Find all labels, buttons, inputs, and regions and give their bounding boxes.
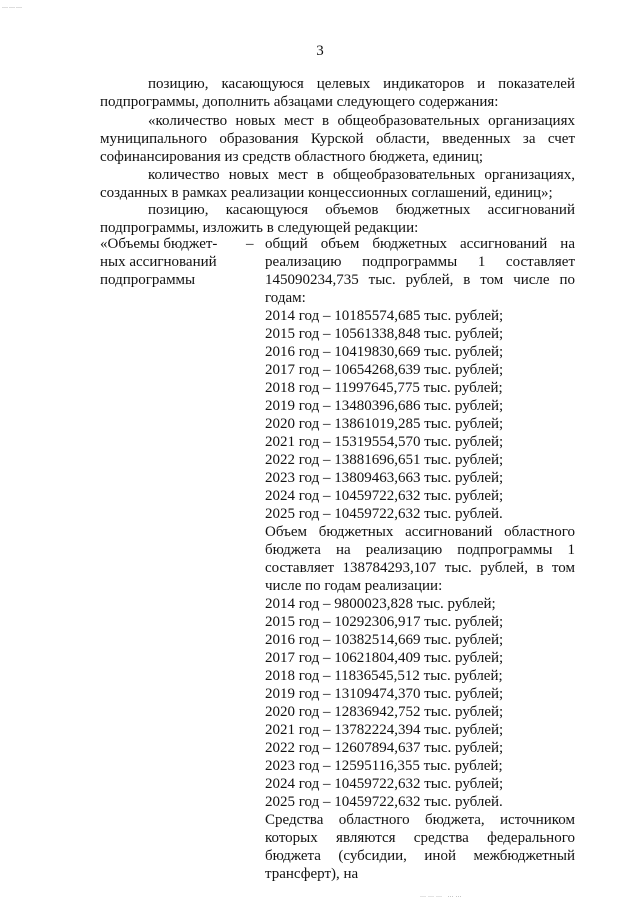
page-number: 3 <box>316 43 324 59</box>
regional-year-row: 2020 год – 12836942,752 тыс. рублей; <box>265 704 504 720</box>
total-year-row: 2020 год – 13861019,285 тыс. рублей; <box>265 416 504 432</box>
regional-year-row: 2016 год – 10382514,669 тыс. рублей; <box>265 632 504 648</box>
table-dash: – <box>246 236 254 252</box>
regional-year-row: 2021 год – 13782224,394 тыс. рублей; <box>265 722 504 738</box>
federal-intro: Средства областного бюджета, источником которых являются средства федерального бюджета (субсидии, иной межбюджетный трансферт), на <box>265 812 575 882</box>
paragraph-new-places-concession: количество новых мест в общеобразовательных организациях, созданных в рамках реализации концессионных соглашений, единиц»; <box>100 167 575 201</box>
regional-year-row: 2014 год – 9800023,828 тыс. рублей; <box>265 596 496 612</box>
total-year-row: 2017 год – 10654268,639 тыс. рублей; <box>265 362 504 378</box>
paragraph-budget-position: позицию, касающуюся объемов бюджетных ассигнований подпрограммы, изложить в следующей редакции: <box>100 202 575 236</box>
regional-year-row: 2022 год – 12607894,637 тыс. рублей; <box>265 740 504 756</box>
regional-year-row: 2017 год – 10621804,409 тыс. рублей; <box>265 650 504 666</box>
regional-year-row: 2015 год – 10292306,917 тыс. рублей; <box>265 614 504 630</box>
paragraph-new-places-municipal: «количество новых мест в общеобразовательных организациях муниципального образования Курской области, введенных за счет софинансирования из средств областного бюджета, единиц; <box>100 113 575 165</box>
left-label-line: ных ассигнований <box>100 254 217 270</box>
total-year-row: 2015 год – 10561338,848 тыс. рублей; <box>265 326 504 342</box>
scan-corner-mark: ……… <box>2 4 23 10</box>
total-year-row: 2014 год – 10185574,685 тыс. рублей; <box>265 308 504 324</box>
total-year-row: 2024 год – 10459722,632 тыс. рублей; <box>265 488 504 504</box>
total-year-row: 2016 год – 10419830,669 тыс. рублей; <box>265 344 504 360</box>
regional-year-row: 2018 год – 11836545,512 тыс. рублей; <box>265 668 503 684</box>
paragraph-indicators: позицию, касающуюся целевых индикаторов и показателей подпрограммы, дополнить абзацами следующего содержания: <box>100 76 575 110</box>
total-year-row: 2019 год – 13480396,686 тыс. рублей; <box>265 398 504 414</box>
table-left-label <box>100 235 245 289</box>
scan-footer-mark: ……… …… <box>420 893 464 899</box>
regional-year-row: 2023 год – 12595116,355 тыс. рублей; <box>265 758 503 774</box>
total-year-row: 2021 год – 15319554,570 тыс. рублей; <box>265 434 504 450</box>
regional-year-row: 2019 год – 13109474,370 тыс. рублей; <box>265 686 504 702</box>
regional-year-row: 2024 год – 10459722,632 тыс. рублей; <box>265 776 504 792</box>
total-year-row: 2025 год – 10459722,632 тыс. рублей. <box>265 506 503 522</box>
total-intro: общий объем бюджетных ассигнований на реализацию подпрограммы 1 составляет 145090234,735 тыс. рублей, в том числе по годам: <box>265 236 575 306</box>
left-label-line: «Объемы бюджет- <box>100 236 218 252</box>
regional-year-row: 2025 год – 10459722,632 тыс. рублей. <box>265 794 503 810</box>
table-right-content <box>265 235 575 883</box>
left-label-line: подпрограммы <box>100 272 196 288</box>
total-year-row: 2023 год – 13809463,663 тыс. рублей; <box>265 470 504 486</box>
regional-intro: Объем бюджетных ассигнований областного бюджета на реализацию подпрограммы 1 составляет 138784293,107 тыс. рублей, в том числе по годам реализации: <box>265 524 575 594</box>
total-year-row: 2022 год – 13881696,651 тыс. рублей; <box>265 452 504 468</box>
total-year-row: 2018 год – 11997645,775 тыс. рублей; <box>265 380 503 396</box>
